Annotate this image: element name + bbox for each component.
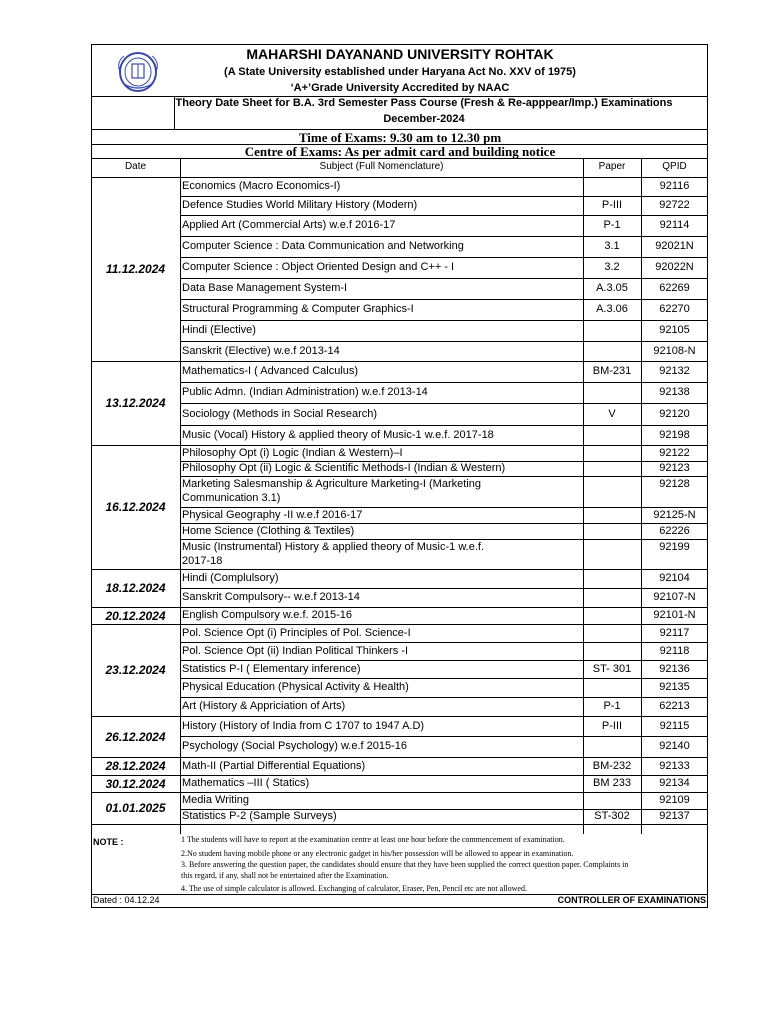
table-rule: [91, 792, 708, 793]
subject-name: Music (Vocal) History & applied theory of Music-1 w.e.f. 2017-18: [182, 429, 494, 441]
table-rule: [91, 607, 708, 608]
paper-code: P-1: [603, 700, 621, 712]
table-rule: [180, 660, 708, 661]
table-rule: [174, 96, 175, 129]
subject-name: Philosophy Opt (i) Logic (Indian & Western)–I: [182, 447, 403, 459]
paper-code: ST- 301: [592, 663, 632, 675]
qpid-code: 92140: [659, 740, 690, 752]
qpid-code: 92021N: [655, 240, 694, 252]
table-rule: [180, 507, 708, 508]
qpid-code: 92132: [659, 365, 690, 377]
qpid-code: 92137: [659, 810, 690, 822]
paper-code: BM-231: [592, 365, 632, 377]
table-rule: [91, 361, 708, 362]
subject-name: Mathematics –III ( Statics): [182, 777, 310, 789]
table-rule: [91, 775, 708, 776]
subject-name: English Compulsory w.e.f. 2015-16: [182, 609, 352, 621]
session-label: December-2024: [383, 113, 465, 125]
qpid-code: 92123: [659, 462, 690, 474]
table-rule: [180, 539, 708, 540]
note-item: 4. The use of simple calculator is allowed. Exchanging of calculator, Eraser, Pen, Pencil etc are not allowed.: [181, 884, 527, 893]
column-header-subject: Subject (Full Nomenclature): [319, 161, 444, 172]
exam-date: 16.12.2024: [105, 500, 166, 514]
subject-name: Pol. Science Opt (ii) Indian Political Thinkers -I: [182, 645, 408, 657]
qpid-code: 92117: [659, 627, 690, 639]
subject-name-cont: 2017-18: [182, 555, 223, 567]
paper-code: A.3.05: [596, 282, 628, 294]
accreditation-line: ‘A+’Grade University Accredited by NAAC: [290, 82, 510, 94]
subject-name: Pol. Science Opt (i) Principles of Pol. Science-I: [182, 627, 411, 639]
note-label: NOTE :: [93, 837, 124, 847]
paper-code: 3.2: [604, 261, 620, 273]
exam-centre: Centre of Exams: As per admit card and building notice: [244, 144, 556, 159]
subject-name: Statistics P-2 (Sample Surveys): [182, 810, 337, 822]
paper-code: V: [608, 408, 616, 420]
paper-code: P-III: [601, 720, 623, 732]
qpid-code: 92135: [659, 681, 690, 693]
subject-name: Structural Programming & Computer Graphics-I: [182, 303, 414, 315]
subject-name: Economics (Macro Economics-I): [182, 180, 341, 192]
subject-name-cont: Communication 3.1): [182, 492, 281, 504]
qpid-code: 62213: [659, 700, 690, 712]
qpid-code: 92136: [659, 663, 690, 675]
note-item: 3. Before answering the question paper, the candidates should ensure that they have been supplied the correct question paper. Complaints in: [181, 860, 629, 869]
exam-date: 28.12.2024: [105, 759, 166, 773]
qpid-code: 92104: [659, 572, 690, 584]
table-rule: [180, 425, 708, 426]
qpid-code: 92122: [659, 447, 690, 459]
exam-date: 13.12.2024: [105, 396, 166, 410]
subject-name: Sanskrit Compulsory-- w.e.f 2013-14: [182, 591, 360, 603]
table-rule: [180, 476, 708, 477]
qpid-code: 92116: [659, 180, 690, 192]
subject-name: Psychology (Social Psychology) w.e.f 2015-16: [182, 740, 408, 752]
qpid-code: 92101-N: [653, 609, 696, 621]
table-rule: [180, 278, 708, 279]
qpid-code: 92105: [659, 324, 690, 336]
university-name: MAHARSHI DAYANAND UNIVERSITY ROHTAK: [246, 46, 554, 62]
table-rule: [180, 236, 708, 237]
note-item: this regard, if any, shall not be entertained after the Examination.: [181, 871, 389, 880]
table-rule: [180, 588, 708, 589]
paper-code: P-1: [603, 219, 621, 231]
table-rule: [91, 569, 708, 570]
table-rule: [641, 158, 642, 834]
exam-time: Time of Exams: 9.30 am to 12.30 pm: [298, 130, 502, 145]
qpid-code: 92115: [659, 720, 690, 732]
subject-name: Statistics P-I ( Elementary inference): [182, 663, 361, 675]
column-header-date: Date: [124, 161, 147, 172]
exam-date: 26.12.2024: [105, 730, 166, 744]
note-item: 1 The students will have to report at the examination centre at least one hour before the commencement of examination.: [181, 835, 565, 844]
exam-date: 01.01.2025: [105, 801, 166, 815]
column-header-paper: Paper: [598, 161, 626, 172]
qpid-code: 92198: [659, 429, 690, 441]
paper-code: 3.1: [604, 240, 620, 252]
qpid-code: 92118: [659, 645, 690, 657]
subject-name: Sanskrit (Elective) w.e.f 2013-14: [182, 345, 340, 357]
subject-name: Applied Art (Commercial Arts) w.e.f 2016-17: [182, 219, 396, 231]
table-rule: [180, 523, 708, 524]
subject-name: Art (History & Appriciation of Arts): [182, 700, 346, 712]
paper-code: A.3.06: [596, 303, 628, 315]
qpid-code: 62269: [659, 282, 690, 294]
qpid-code: 92107-N: [653, 591, 696, 603]
subject-name: Media Writing: [182, 794, 250, 806]
subject-name: Public Admn. (Indian Administration) w.e.f 2013-14: [182, 386, 428, 398]
table-rule: [180, 382, 708, 383]
table-rule: [583, 158, 584, 834]
table-rule: [91, 96, 708, 97]
exam-date: 23.12.2024: [105, 663, 166, 677]
qpid-code: 92125-N: [653, 509, 696, 521]
qpid-code: 62226: [659, 525, 690, 537]
university-subtitle: (A State University established under Haryana Act No. XXV of 1975): [224, 66, 576, 78]
subject-name: History (History of India from C 1707 to 1947 A.D): [182, 720, 425, 732]
controller-signatory: CONTROLLER OF EXAMINATIONS: [557, 895, 706, 905]
qpid-code: 92199: [659, 541, 690, 553]
qpid-code: 92109: [659, 794, 690, 806]
qpid-code: 92022N: [655, 261, 694, 273]
exam-date: 18.12.2024: [105, 581, 166, 595]
subject-name: Hindi (Complulsory): [182, 572, 279, 584]
subject-name: Music (Instrumental) History & applied theory of Music-1 w.e.f.: [182, 541, 484, 553]
subject-name: Marketing Salesmanship & Agriculture Marketing-I (Marketing: [182, 478, 481, 490]
note-item: 2.No student having mobile phone or any electronic gadget in his/her possession will be allowed to appear in examination.: [181, 849, 574, 858]
subject-name: Mathematics-I ( Advanced Calculus): [182, 365, 359, 377]
qpid-code: 92133: [659, 760, 690, 772]
column-header-qpid: QPID: [662, 161, 687, 172]
qpid-code: 92134: [659, 777, 690, 789]
subject-name: Home Science (Clothing & Textiles): [182, 525, 355, 537]
table-rule: [180, 257, 708, 258]
qpid-code: 92114: [659, 219, 690, 231]
table-rule: [180, 158, 181, 834]
qpid-code: 92128: [659, 478, 690, 490]
paper-code: BM-232: [592, 760, 632, 772]
table-rule: [91, 624, 708, 625]
table-rule: [91, 129, 708, 130]
qpid-code: 92108-N: [653, 345, 696, 357]
qpid-code: 62270: [659, 303, 690, 315]
subject-name: Data Base Management System-I: [182, 282, 348, 294]
paper-code: BM 233: [593, 777, 631, 789]
table-rule: [91, 177, 708, 178]
table-rule: [180, 697, 708, 698]
table-rule: [91, 824, 708, 825]
paper-code: ST-302: [594, 810, 630, 822]
exam-date: 30.12.2024: [105, 777, 166, 791]
subject-name: Physical Geography -II w.e.f 2016-17: [182, 509, 363, 521]
table-rule: [180, 403, 708, 404]
table-rule: [91, 445, 708, 446]
subject-name: Defence Studies World Military History (Modern): [182, 199, 418, 211]
table-rule: [180, 341, 708, 342]
qpid-code: 92120: [659, 408, 690, 420]
table-rule: [180, 736, 708, 737]
datesheet-title: Theory Date Sheet for B.A. 3rd Semester Pass Course (Fresh & Re-apppear/Imp.) Examinations: [175, 97, 673, 109]
table-rule: [180, 642, 708, 643]
qpid-code: 92722: [659, 199, 690, 211]
exam-date: 11.12.2024: [105, 262, 166, 276]
subject-name: Computer Science : Data Communication and Networking: [182, 240, 464, 252]
subject-name: Philosophy Opt (ii) Logic & Scientific Methods-I (Indian & Western): [182, 462, 506, 474]
subject-name: Computer Science : Object Oriented Design and C++ - I: [182, 261, 455, 273]
paper-code: P-III: [601, 199, 623, 211]
subject-name: Sociology (Methods in Social Research): [182, 408, 378, 420]
exam-date: 20.12.2024: [105, 609, 166, 623]
dated-label: Dated : 04.12.24: [93, 895, 160, 905]
subject-name: Physical Education (Physical Activity & Health): [182, 681, 409, 693]
qpid-code: 92138: [659, 386, 690, 398]
subject-name: Hindi (Elective): [182, 324, 256, 336]
table-rule: [91, 158, 708, 159]
subject-name: Math-II (Partial Differential Equations): [182, 760, 366, 772]
table-rule: [91, 716, 708, 717]
table-rule: [180, 320, 708, 321]
table-rule: [180, 196, 708, 197]
table-rule: [180, 678, 708, 679]
table-rule: [180, 299, 708, 300]
table-rule: [180, 215, 708, 216]
table-rule: [91, 144, 708, 145]
table-rule: [91, 757, 708, 758]
